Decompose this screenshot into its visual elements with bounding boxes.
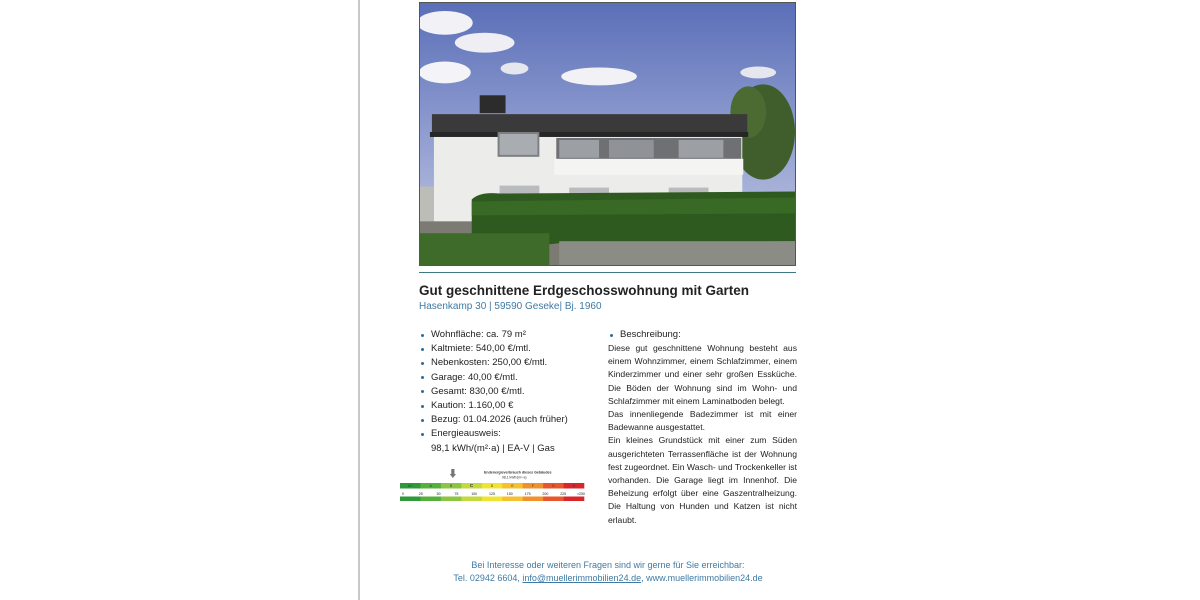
contact-separator: , xyxy=(641,573,644,583)
contact-intro: Bei Interesse oder weiteren Fragen sind wir gerne für Sie erreichbar: xyxy=(471,560,745,570)
listing-address: Hasenkamp 30 | 59590 Geseke| Bj. 1960 xyxy=(419,301,602,312)
energy-tick-label: 25 xyxy=(418,492,423,496)
energy-chart-title: Endenergieverbrauch dieses Gebäudes xyxy=(484,470,552,475)
energy-lower-band-H xyxy=(564,497,585,502)
facts-list xyxy=(419,328,604,456)
energy-tick-label: 50 xyxy=(436,492,441,496)
description-text xyxy=(608,342,797,527)
energy-class-label-H: H xyxy=(572,484,575,489)
contact-email-link[interactable]: info@muellerimmobilien24.de xyxy=(522,573,642,583)
energy-tick-label: 175 xyxy=(524,492,531,496)
contact-line xyxy=(360,572,856,585)
energy-class-label-D: D xyxy=(490,484,494,489)
fact-move-in: Bezug: 01.04.2026 (auch früher) xyxy=(419,413,604,427)
energy-class-label-G: G xyxy=(552,484,555,489)
energy-class-label-C: C xyxy=(469,483,474,489)
contact-phone: Tel. 02942 6604, xyxy=(453,573,520,583)
energy-class-label-A+: A+ xyxy=(408,484,413,489)
energy-lower-band-A+ xyxy=(400,497,421,502)
description-paragraph-3: Ein kleines Grundstück mit einer zum Süden ausgerichteten Terrassenfläche ist der Wohnung fest zugeordnet. Ein Wasch- und Trockenkeller ist vorhanden. Die Garage liegt im Innenhof. Die Beheizung erfolgt über eine Gaszentralheizung. Die Haltung von Hunden und Katzen ist nicht erlaubt. xyxy=(608,435,797,525)
energy-lower-band-C xyxy=(461,497,482,502)
description-paragraph-2: Das innenliegende Badezimmer ist mit einer Badewanne ausgestattet. xyxy=(608,409,797,433)
energy-tick-label: 100 xyxy=(471,492,478,496)
fact-total: Gesamt: 830,00 €/mtl. xyxy=(419,385,604,399)
energy-class-label-B: B xyxy=(450,484,453,489)
contact-website[interactable]: www.muellerimmobilien24.de xyxy=(646,573,763,583)
energy-scale-chart xyxy=(398,466,588,508)
description-paragraph-1: Diese gut geschnittene Wohnung besteht aus einem Wohnzimmer, einem Schlafzimmer, einem Kinderzimmer und einer sehr großen Essküche. Die Böden der Wohnung sind im Wohn- und Schlafzimmer mit einem Laminatboden belegt. xyxy=(608,343,797,406)
energy-tick-label: 75 xyxy=(454,492,459,496)
energy-lower-band-E xyxy=(502,497,523,502)
fact-service-charges: Nebenkosten: 250,00 €/mtl. xyxy=(419,356,604,370)
energy-lower-band-A xyxy=(420,497,441,502)
energy-lower-band-G xyxy=(543,497,564,502)
page-edge xyxy=(358,0,360,600)
energy-tick-label: 125 xyxy=(489,492,495,496)
description-heading: Beschreibung: xyxy=(608,328,681,342)
energy-tick-label: >250 xyxy=(576,492,586,496)
energy-class-label-F: F xyxy=(531,484,534,489)
fact-living-area: Wohnfläche: ca. 79 m² xyxy=(419,328,604,342)
energy-marker-arrow-icon xyxy=(450,469,456,478)
energy-chart-value: 98,1 kWh/(m²·a) xyxy=(502,475,527,480)
fact-cold-rent: Kaltmiete: 540,00 €/mtl. xyxy=(419,342,604,356)
fact-garage: Garage: 40,00 €/mtl. xyxy=(419,371,604,385)
energy-class-label-E: E xyxy=(511,484,514,489)
energy-tick-label: 200 xyxy=(542,492,549,496)
energy-lower-band-F xyxy=(523,497,544,502)
contact-footer xyxy=(360,559,856,585)
energy-value: 98,1 kWh/(m²·a) | EA-V | Gas xyxy=(431,442,555,454)
divider-rule xyxy=(419,272,796,273)
fact-deposit: Kaution: 1.160,00 € xyxy=(419,399,604,413)
energy-class-label-A: A xyxy=(429,484,432,489)
listing-title: Gut geschnittene Erdgeschosswohnung mit Garten xyxy=(419,283,750,298)
fact-energy xyxy=(419,427,604,455)
energy-tick-label: 0 xyxy=(402,492,404,496)
energy-lower-band-B xyxy=(441,497,462,502)
energy-tick-label: 225 xyxy=(560,492,567,496)
property-photo xyxy=(419,2,796,266)
energy-label: Energieausweis: xyxy=(431,428,501,440)
energy-tick-label: 150 xyxy=(506,492,513,496)
energy-lower-band-D xyxy=(482,497,503,502)
